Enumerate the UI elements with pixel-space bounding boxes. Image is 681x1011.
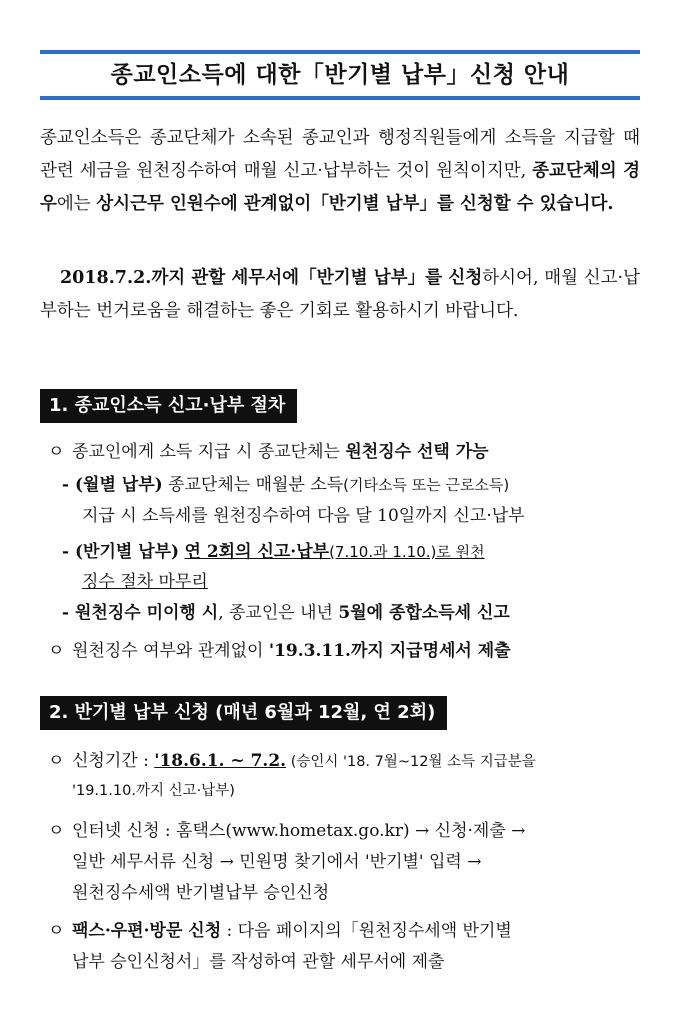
s1-item-1	[48, 437, 489, 467]
s1-item-4-dash: -	[62, 603, 75, 623]
intro1-bold-2: 상시근무 인원수에 관계없이「반기별 납부」를 신청할 수 있습니다.	[96, 194, 614, 214]
s1-item-3-line2: 징수 절차 마무리	[82, 572, 208, 592]
section1-heading: 1. 종교인소득 신고·납부 절차	[40, 389, 297, 423]
s1-item-2-bold: (월별 납부)	[74, 475, 163, 495]
s1-item-4-bold-2: 5월에 종합소득세 신고	[338, 603, 510, 623]
s2-item-3-bold: 팩스·우편·방문 신청	[72, 921, 222, 941]
intro-paragraph-2	[40, 262, 640, 328]
s1-item-2-text: 종교단체는 매월분 소득	[162, 475, 344, 495]
s2-item-1-note: (승인시 '18. 7월~12월 소득 지급분을	[286, 754, 536, 770]
s1-item-3-bold: (반기별 납부)	[74, 542, 180, 562]
s1-item-4-bold-1: 원천징수 미이행 시	[74, 603, 219, 623]
intro-paragraph-1	[40, 122, 640, 221]
circle-bullet-icon: ㅇ	[48, 921, 65, 941]
intro1-bold-1: 종교단체의 경우	[40, 161, 640, 214]
circle-bullet-icon: ㅇ	[48, 821, 65, 841]
title-box	[40, 50, 640, 100]
page-title: 종교인소득에 대한「반기별 납부」신청 안내	[110, 62, 570, 88]
s1-item-5-text: 원천징수 여부와 관계없이	[72, 641, 269, 661]
s2-item-1	[48, 746, 536, 777]
s1-item-2-line2: 지급 시 소득세를 원천징수하여 다음 달 10일까지 신고·납부	[82, 506, 525, 526]
section2-heading: 2. 반기별 납부 신청 (매년 6월과 12월, 연 2회)	[40, 696, 447, 730]
s2-item-3-line2: 납부 승인신청서」를 작성하여 관할 세무서에 제출	[72, 952, 445, 972]
s1-item-3-underline-text: (7.10.과 1.10.)로 원천	[329, 543, 485, 561]
s1-item-2-dash: -	[62, 475, 75, 495]
s1-item-5-bold: '19.3.11.까지 지급명세서 제출	[268, 641, 511, 661]
s1-item-5	[48, 636, 511, 666]
intro1-text-2: 에는	[56, 194, 97, 214]
intro2-text: 하시어, 매월 신고·납부하는 번거로움을 해결하는 좋은 기회로 활용하시기 바랍니다.	[40, 268, 641, 321]
s2-item-2-line1: 인터넷 신청 : 홈택스(www.hometax.go.kr) → 신청·제출 →	[72, 821, 526, 841]
s1-item-3-underline-bold: 연 2회의 신고·납부	[184, 542, 330, 562]
s1-item-4-text: , 종교인은 내년	[218, 603, 339, 623]
s1-item-3	[62, 537, 485, 567]
s2-item-3	[48, 916, 512, 946]
title-bottom-rule	[40, 96, 640, 100]
intro1-text-1: 종교인소득은 종교단체가 소속된 종교인과 행정직원들에게 소득을 지급할 때 관련 세금을 원천징수하여 매월 신고·납부하는 것이 원칙이지만,	[40, 128, 640, 181]
s1-item-4	[62, 598, 510, 628]
s2-item-2-line3: 원천징수세액 반기별납부 승인신청	[72, 883, 330, 903]
circle-bullet-icon: ㅇ	[48, 751, 65, 771]
s1-item-1-bold: 원천징수 선택 가능	[345, 442, 489, 462]
s1-item-2-paren: (기타소득 또는 근로소득)	[343, 476, 510, 494]
circle-bullet-icon: ㅇ	[48, 641, 65, 661]
s2-item-1-label: 신청기간 :	[72, 751, 155, 771]
s1-item-3-dash: -	[62, 542, 75, 562]
s2-item-2-line2: 일반 세무서류 신청 → 민원명 찾기에서 '반기별' 입력 →	[72, 852, 482, 872]
s2-item-2	[48, 816, 525, 846]
intro2-bold: 2018.7.2.까지 관할 세무서에「반기별 납부」를 신청	[60, 268, 483, 288]
s2-item-1-period: '18.6.1. ~ 7.2.	[154, 751, 287, 771]
s2-item-1-line2: '19.1.10.까지 신고·납부)	[72, 783, 235, 799]
s2-item-3-text: : 다음 페이지의「원천징수세액 반기별	[221, 921, 512, 941]
circle-bullet-icon: ㅇ	[48, 442, 65, 462]
s1-item-1-text: 종교인에게 소득 지급 시 종교단체는	[72, 442, 346, 462]
s1-item-2	[62, 470, 509, 500]
